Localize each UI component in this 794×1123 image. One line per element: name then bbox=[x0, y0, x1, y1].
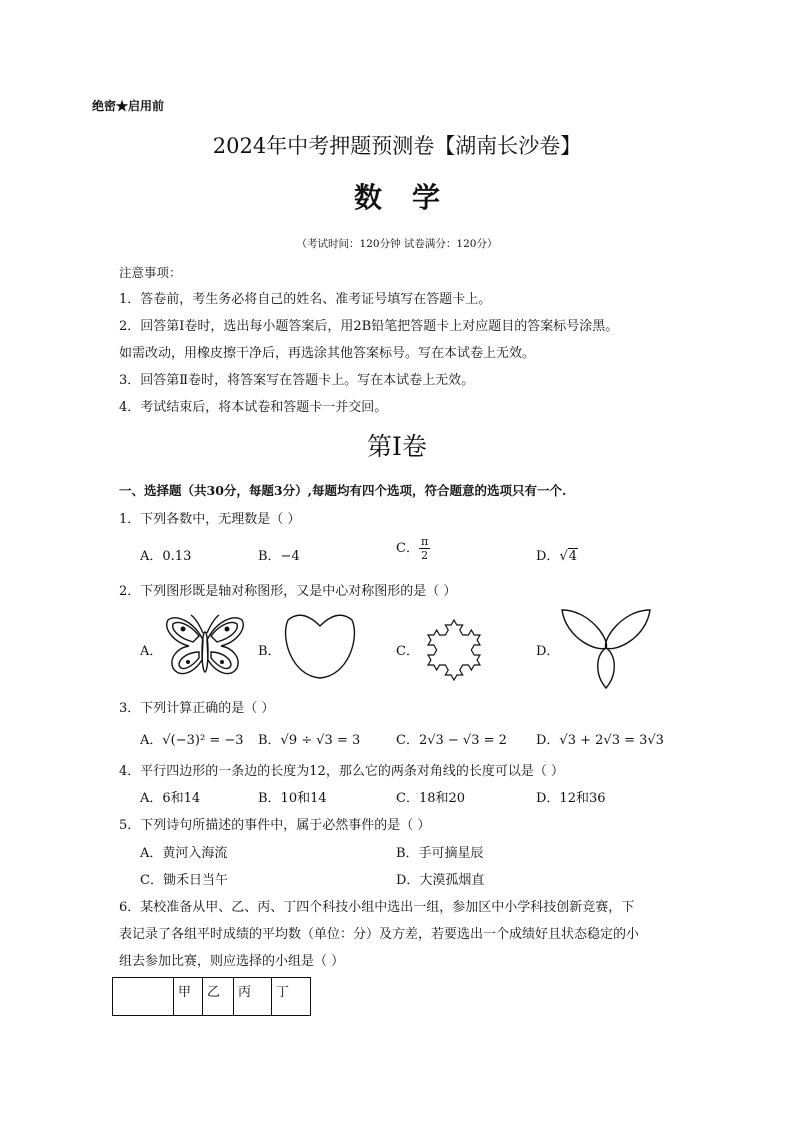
q3-option-d: D．√3 + 2√3 = 3√3 bbox=[536, 733, 664, 748]
three-petal-figure bbox=[560, 604, 652, 690]
q6-line: 6．某校准备从甲、乙、丙、丁四个科技小组中选出一组，参加区中小学科技创新竞赛，下 bbox=[119, 900, 635, 915]
note-line: 2．回答第Ⅰ卷时，选出每小题答案后，用2B铅笔把答题卡上对应题目的答案标号涂黑。 bbox=[119, 319, 619, 334]
scores-table bbox=[112, 977, 311, 1016]
exam-title: 2024年中考押题预测卷【湖南长沙卷】 bbox=[212, 134, 582, 158]
q2-stem: 2．下列图形既是轴对称图形，又是中心对称图形的是（ ） bbox=[119, 584, 457, 599]
sqrt-sign: √ bbox=[559, 549, 568, 564]
q6-line: 表记录了各组平时成绩的平均数（单位：分）及方差，若要选出一个成绩好且状态稳定的小 bbox=[119, 927, 640, 942]
fraction-denominator: 2 bbox=[421, 549, 429, 562]
q2-label-b: B． bbox=[258, 644, 281, 659]
q1-option-c bbox=[396, 535, 430, 562]
fraction-numerator: π bbox=[420, 535, 429, 548]
q4-option-a: A．6和14 bbox=[140, 791, 201, 806]
q4-option-b: B．10和14 bbox=[258, 791, 327, 806]
q1-option-b: B．−4 bbox=[258, 549, 300, 564]
volume-title: 第Ⅰ卷 bbox=[367, 432, 427, 461]
q1-stem: 1．下列各数中，无理数是（ ） bbox=[119, 512, 301, 527]
q1-option-d bbox=[536, 545, 578, 564]
subject-title: 数学 bbox=[353, 181, 470, 214]
q5-option-d: D．大漠孤烟直 bbox=[396, 873, 485, 888]
table-row bbox=[113, 978, 311, 1016]
note-line: 如需改动，用橡皮擦干净后，再选涂其他答案标号。写在本试卷上无效。 bbox=[119, 346, 536, 361]
q6-line: 组去参加比赛，则应选择的小组是（ ） bbox=[119, 954, 345, 969]
note-line: 3．回答第Ⅱ卷时，将答案写在答题卡上。写在本试卷上无效。 bbox=[119, 373, 475, 388]
q1-option-a: A．0.13 bbox=[140, 549, 192, 564]
notes-heading: 注意事项： bbox=[119, 265, 182, 280]
table-cell: 甲 bbox=[174, 978, 203, 1016]
q3-option-c: C．2√3 − √3 = 2 bbox=[396, 733, 507, 748]
q2-label-a: A． bbox=[140, 644, 163, 659]
table-cell: 乙 bbox=[203, 978, 234, 1016]
q2-label-d: D． bbox=[536, 644, 560, 659]
q4-option-c: C．18和20 bbox=[396, 791, 466, 806]
section-heading: 一、选择题（共30分，每题3分）,每题均有四个选项，符合题意的选项只有一个. bbox=[119, 483, 567, 498]
q4-option-d: D．12和36 bbox=[536, 791, 606, 806]
q3-stem: 3．下列计算正确的是（ ） bbox=[119, 701, 275, 716]
q1-option-d-label: D． bbox=[536, 549, 560, 564]
exam-time-info: （考试时间：120分钟 试卷满分：120分） bbox=[296, 238, 498, 250]
q3-option-b: B．√9 ÷ √3 = 3 bbox=[258, 733, 361, 748]
q5-option-a: A．黄河入海流 bbox=[140, 846, 228, 861]
table-cell: 丙 bbox=[234, 978, 272, 1016]
heart-figure bbox=[282, 612, 358, 682]
confidential-label: 绝密★启用前 bbox=[92, 99, 165, 113]
table-cell bbox=[113, 978, 174, 1016]
q2-label-c: C． bbox=[396, 644, 419, 659]
q5-option-c: C．锄禾日当午 bbox=[140, 873, 228, 888]
q1-fraction bbox=[419, 535, 430, 562]
q1-option-c-label: C． bbox=[396, 541, 419, 556]
q4-stem: 4．平行四边形的一条边的长度为12，那么它的两条对角线的长度可以是（ ） bbox=[119, 764, 564, 779]
radicand: 4 bbox=[568, 549, 578, 564]
table-cell: 丁 bbox=[272, 978, 311, 1016]
q5-stem: 5．下列诗句所描述的事件中，属于必然事件的是（ ） bbox=[119, 818, 431, 833]
q5-option-b: B．手可摘星辰 bbox=[396, 846, 484, 861]
note-line: 4．考试结束后，将本试卷和答题卡一并交回。 bbox=[119, 400, 388, 415]
note-line: 1．答卷前，考生务必将自己的姓名、准考证号填写在答题卡上。 bbox=[119, 292, 492, 307]
snowflake-figure bbox=[414, 608, 494, 688]
butterfly-figure bbox=[163, 612, 247, 684]
q3-option-a: A．√(−3)² = −3 bbox=[140, 733, 244, 748]
